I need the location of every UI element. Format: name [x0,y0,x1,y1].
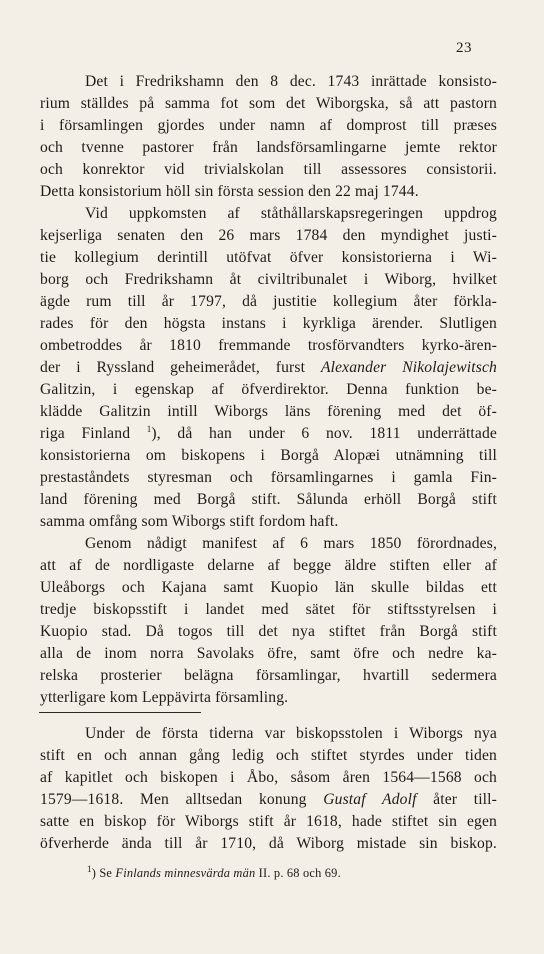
italic-name: Gustaf Adolf [323,791,417,808]
text-segment: der i Ryssland geheimerådet, furst [40,359,321,376]
text-line: Galitzin, i egenskap af öfverdirektor. Denna funktion be- [40,381,497,398]
footnote-ref[interactable]: 1 [146,423,152,434]
text-line: ägde rum till år 1797, då justitie kollegium åter förkla- [40,293,497,310]
text-line: rades för den högsta instans i kyrkliga ärender. Slutligen [40,315,497,332]
text-segment: åter till- [416,791,497,808]
text-line: samma omfång som Wiborgs stift fordom haft. [40,513,339,530]
text-line: och konrektor vid trivialskolan till assessores consistorii. [40,161,497,178]
text-line: rium ställdes på samma fot som det Wiborgska, så att pastorn [40,95,497,112]
footnote-text: ) Se [91,866,116,880]
text-line: satte en biskop för Wiborgs stift år 1618, hade stiftet sin egen [40,813,497,830]
footnote-marker: 1 [87,863,92,874]
text-line: Vid uppkomsten af ståthållarskapsregeringen uppdrog [85,205,497,222]
text-line: ytterligare kom Leppävirta församling. [40,689,289,706]
text-line: stift en och annan gång ledig och stiftet styrdes under tiden [40,747,497,764]
footnote-separator [39,712,201,713]
italic-name: Alexander Nikolajewitsch [320,359,497,376]
text-line [40,423,497,445]
text-line: i församlingen gjordes under namn af domprost till præses [40,117,497,134]
text-line: Uleåborgs och Kajana samt Kuopio län skulle bildas ett [40,579,497,596]
footnote-title: Finlands minnesvärda män [115,866,256,880]
text-line: Kuopio stad. Då togos till det nya stiftet från Borgå stift [40,623,497,640]
text-line: kejserliga senaten den 26 mars 1784 den myndighet justi- [40,227,497,244]
text-line: af kapitlet och biskopen i Åbo, såsom åren 1564—1568 och [40,769,497,786]
text-line [40,789,497,811]
footnote [87,864,341,882]
text-line: prestaståndets styresman och församlingarnes i gamla Fin- [40,469,497,486]
text-line: Genom nådigt manifest af 6 mars 1850 förordnades, [85,535,497,552]
text-line: borg och Fredrikshamn åt civiltribunalet i Wiborg, hvilket [40,271,497,288]
text-segment: riga Finland [40,425,147,442]
text-line: och tvenne pastorer från landsförsamlingarne jemte rektor [40,139,497,156]
text-line: klädde Galitzin intill Wiborgs läns förening med det öf- [40,403,497,420]
text-line: ombetroddes år 1810 fremmande trosförvandters kyrko-ären- [40,337,497,354]
text-line: Under de första tiderna var biskopsstolen i Wiborgs nya [85,725,497,742]
text-line: tredje biskopsstift i landet med sätet för stiftsstyrelsen i [40,601,497,618]
text-line: Det i Fredrikshamn den 8 dec. 1743 inrättade konsisto- [85,73,497,90]
text-line: att af de nordligaste delarne af begge äldre stiften eller af [40,557,497,574]
text-line [40,357,497,379]
footnote-text: II. p. 68 och 69. [255,866,341,880]
text-segment: 1579—1618. Men alltsedan konung [40,791,324,808]
text-line: Detta konsistorium höll sin första session den 22 maj 1744. [40,183,419,200]
text-line: alla de inom norra Savolaks öfre, samt öfre och nedre ka- [40,645,497,662]
text-segment: ), då han under 6 nov. 1811 underrättade [151,425,497,442]
text-line: tie kollegium derintill utöfvat öfver konsistorierna i Wi- [40,249,497,266]
page-number: 23 [456,40,472,56]
text-line: relska prosterier belägna församlingar, hvartill sedermera [40,667,497,684]
text-line: land förening med Borgå stift. Sålunda erhöll Borgå stift [40,491,497,508]
text-line: öfverherde ända till år 1710, då Wiborg mistade sin biskop. [40,835,497,852]
text-line: konsistorierna om biskopens i Borgå Alopæi utnämning till [40,447,497,464]
